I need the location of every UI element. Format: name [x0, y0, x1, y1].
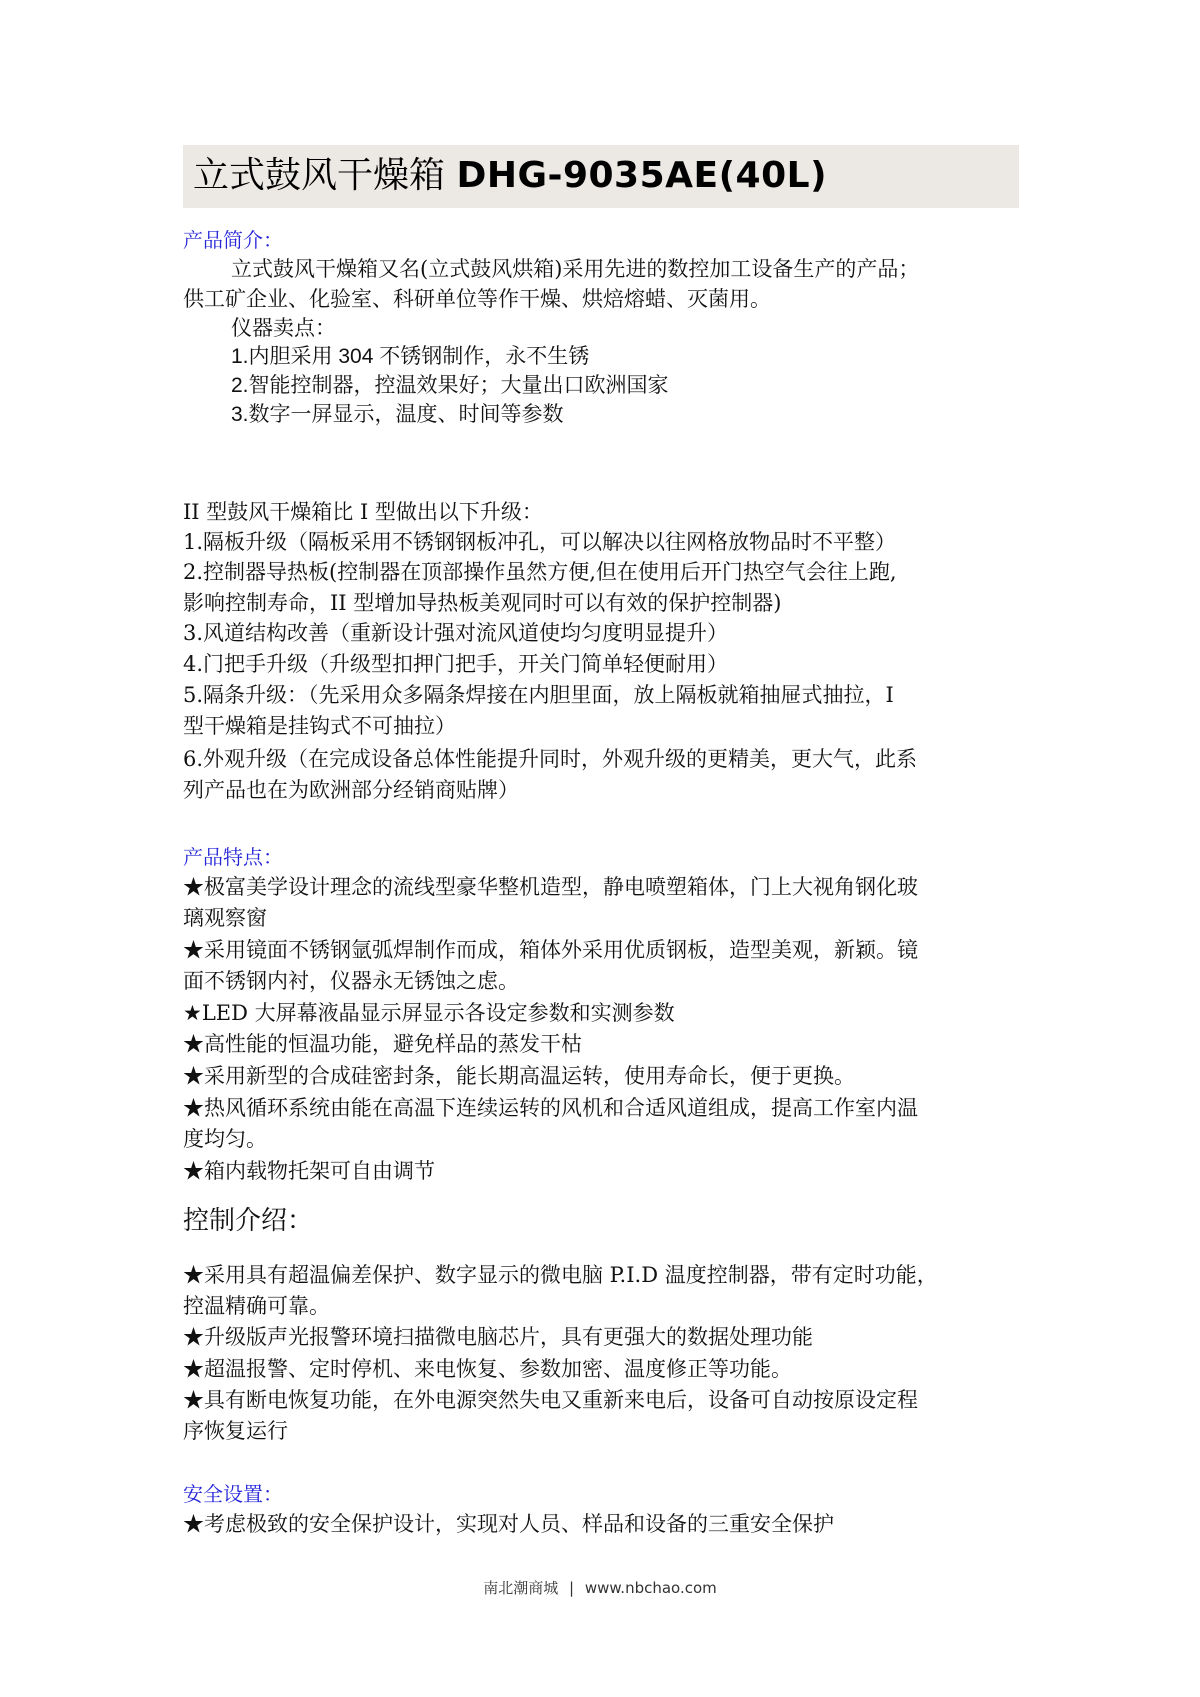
- feature-line: ★采用新型的合成硅密封条，能长期高温运转，使用寿命长，便于更换。: [183, 1064, 855, 1088]
- feature-line: 度均匀。: [183, 1127, 267, 1151]
- section-heading-control: 控制介绍：: [183, 1206, 314, 1236]
- section-heading-features: 产品特点：: [183, 845, 283, 869]
- control-line: ★采用具有超温偏差保护、数字显示的微电脑 P.I.D 温度控制器，带有定时功能，: [183, 1263, 938, 1287]
- intro-paragraph-line: 供工矿企业、化验室、科研单位等作干燥、烘焙熔蜡、灭菌用。: [183, 287, 771, 311]
- footer-separator: |: [569, 1579, 575, 1597]
- upgrade-line: 3.风道结构改善（重新设计强对流风道使均匀度明显提升）: [183, 621, 729, 645]
- page-title: [193, 151, 827, 201]
- intro-paragraph-line: 立式鼓风干燥箱又名(立式鼓风烘箱)采用先进的数控加工设备生产的产品；: [231, 257, 920, 281]
- feature-line: ★极富美学设计理念的流线型豪华整机造型，静电喷塑箱体，门上大视角钢化玻: [183, 875, 918, 899]
- feature-line: ★热风循环系统由能在高温下连续运转的风机和合适风道组成，提高工作室内温: [183, 1096, 918, 1120]
- control-line: 控温精确可靠。: [183, 1294, 330, 1318]
- upgrade-line: 1.隔板升级（隔板采用不锈钢钢板冲孔，可以解决以往网格放物品时不平整）: [183, 530, 897, 554]
- upgrade-line: 型干燥箱是挂钩式不可抽拉）: [183, 714, 456, 738]
- section-heading-safety: 安全设置：: [183, 1482, 283, 1506]
- footer-site-name: 南北潮商城: [483, 1579, 559, 1597]
- upgrade-line: 影响控制寿命，II 型增加导热板美观同时可以有效的保护控制器): [183, 591, 782, 615]
- feature-line: ★高性能的恒温功能，避免样品的蒸发干枯: [183, 1032, 582, 1056]
- footer-url[interactable]: www.nbchao.com: [584, 1579, 717, 1597]
- safety-line: ★考虑极致的安全保护设计，实现对人员、样品和设备的三重安全保护: [183, 1512, 834, 1536]
- title-banner: [183, 145, 1019, 208]
- upgrade-line: 4.门把手升级（升级型扣押门把手，开关门简单轻便耐用）: [183, 652, 729, 676]
- title-chinese: 立式鼓风干燥箱: [193, 155, 457, 196]
- selling-point: 3.数字一屏显示，温度、时间等参数: [231, 403, 564, 426]
- upgrade-line: 5.隔条升级：（先采用众多隔条焊接在内胆里面，放上隔板就箱抽屉式抽拉，I: [183, 683, 894, 707]
- section-heading-intro: 产品简介：: [183, 228, 283, 252]
- feature-line: ★采用镜面不锈钢氩弧焊制作而成，箱体外采用优质钢板，造型美观，新颖。镜: [183, 938, 918, 962]
- control-line: ★超温报警、定时停机、来电恢复、参数加密、温度修正等功能。: [183, 1357, 792, 1381]
- control-line: ★具有断电恢复功能，在外电源突然失电又重新来电后，设备可自动按原设定程: [183, 1388, 918, 1412]
- feature-line: ★LED 大屏幕液晶显示屏显示各设定参数和实测参数: [183, 1001, 675, 1025]
- feature-line: 面不锈钢内衬，仪器永无锈蚀之虑。: [183, 969, 519, 993]
- control-line: ★升级版声光报警环境扫描微电脑芯片，具有更强大的数据处理功能: [183, 1325, 813, 1349]
- upgrade-line: 列产品也在为欧洲部分经销商贴牌）: [183, 778, 519, 802]
- selling-point: 2.智能控制器，控温效果好；大量出口欧洲国家: [231, 374, 669, 397]
- selling-points-heading: 仪器卖点：: [231, 316, 336, 340]
- feature-line: ★箱内载物托架可自由调节: [183, 1159, 435, 1183]
- title-model: DHG-9035AE(40L): [456, 155, 828, 196]
- upgrades-heading: II 型鼓风干燥箱比 I 型做出以下升级：: [183, 500, 543, 524]
- feature-line: 璃观察窗: [183, 906, 267, 930]
- selling-point: 1.内胆采用 304 不锈钢制作，永不生锈: [231, 345, 590, 368]
- upgrade-line: 2.控制器导热板(控制器在顶部操作虽然方便,但在使用后开门热空气会往上跑,: [183, 560, 897, 584]
- upgrade-line: 6.外观升级（在完成设备总体性能提升同时，外观升级的更精美，更大气，此系: [183, 747, 918, 771]
- page-footer: [0, 1577, 1200, 1598]
- control-line: 序恢复运行: [183, 1419, 288, 1443]
